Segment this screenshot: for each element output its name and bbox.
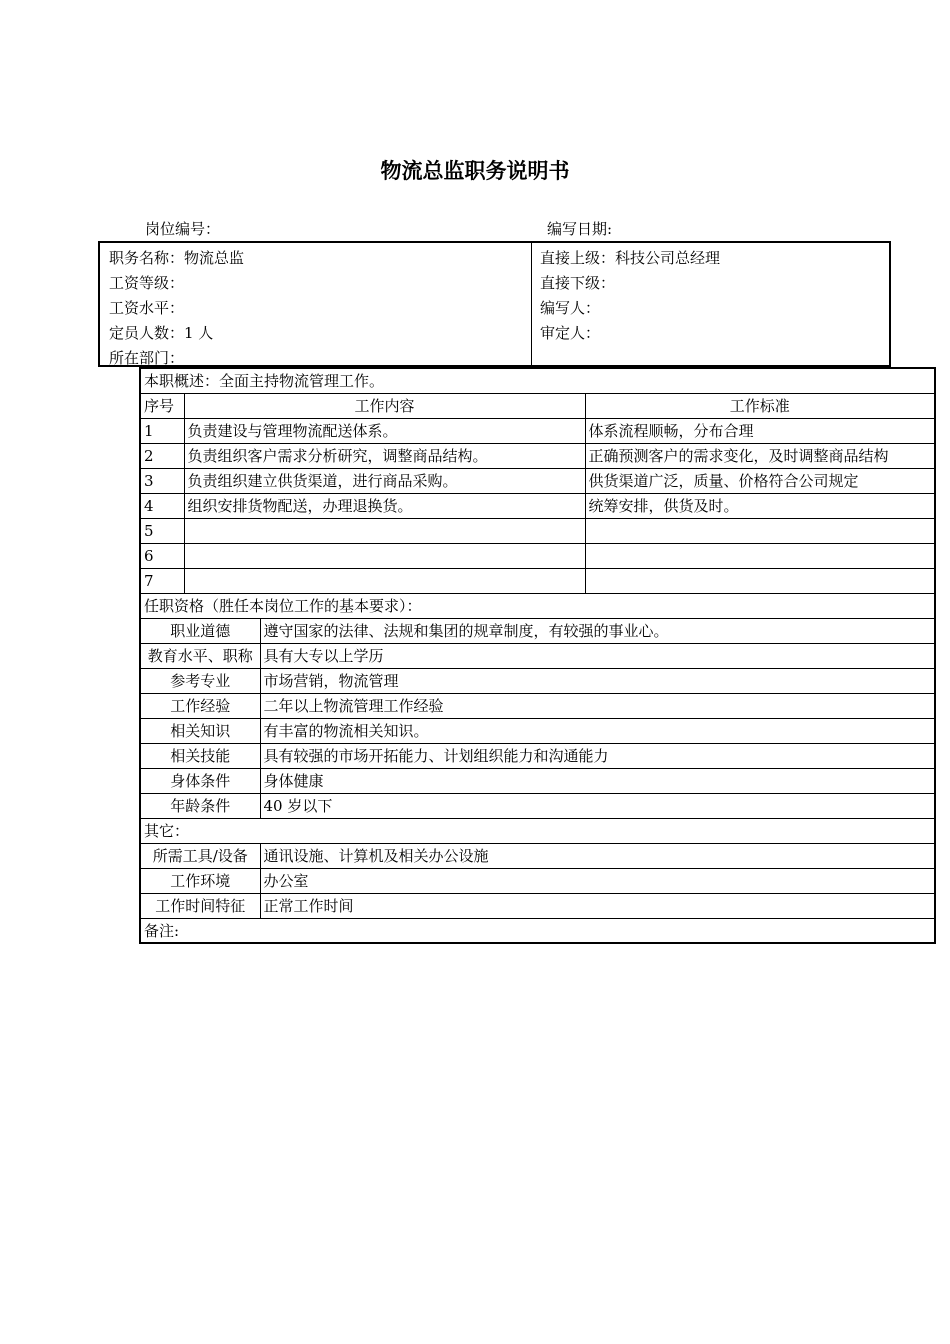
duty-standard-header: 工作标准 [585, 393, 935, 418]
duty-content [184, 543, 585, 568]
duty-no-header: 序号 [140, 393, 184, 418]
remarks-row [140, 918, 935, 943]
duty-content [184, 518, 585, 543]
other-title-row [140, 818, 935, 843]
other-row [140, 843, 935, 868]
duty-standard: 统筹安排，供货及时。 [585, 493, 935, 518]
duty-content [184, 568, 585, 593]
page-title: 物流总监职务说明书 [380, 159, 570, 183]
duty-row [140, 418, 935, 443]
other-label: 所需工具/设备 [140, 843, 260, 868]
duty-content: 组织安排货物配送，办理退换货。 [184, 493, 585, 518]
salary-grade-field: 工资等级： [109, 274, 185, 292]
other-label: 工作时间特征 [140, 893, 260, 918]
duty-row [140, 543, 935, 568]
qualification-label: 相关技能 [140, 743, 260, 768]
qualification-row [140, 768, 935, 793]
qualification-label: 相关知识 [140, 718, 260, 743]
duty-standard [585, 568, 935, 593]
duty-no: 7 [140, 568, 184, 593]
duty-standard [585, 518, 935, 543]
salary-level-field: 工资水平： [109, 299, 185, 317]
other-value: 通讯设施、计算机及相关办公设施 [260, 843, 935, 868]
qualification-label: 年龄条件 [140, 793, 260, 818]
header-info-box [98, 241, 891, 367]
qualification-row [140, 643, 935, 668]
qualification-value: 市场营销，物流管理 [260, 668, 935, 693]
duty-row [140, 468, 935, 493]
other-value: 办公室 [260, 868, 935, 893]
qualifications-title-row [140, 593, 935, 618]
duty-content: 负责建设与管理物流配送体系。 [184, 418, 585, 443]
summary-row [140, 368, 935, 393]
qualification-label: 职业道德 [140, 618, 260, 643]
qualification-value: 二年以上物流管理工作经验 [260, 693, 935, 718]
duty-row [140, 568, 935, 593]
headcount-field: 定员人数：1 人 [109, 324, 214, 342]
other-row [140, 893, 935, 918]
duty-content: 负责组织客户需求分析研究，调整商品结构。 [184, 443, 585, 468]
qualification-row [140, 718, 935, 743]
other-row [140, 868, 935, 893]
department-field: 所在部门： [109, 349, 185, 367]
qualification-label: 参考专业 [140, 668, 260, 693]
duty-standard: 正确预测客户的需求变化，及时调整商品结构 [585, 443, 935, 468]
qualification-value: 遵守国家的法律、法规和集团的规章制度，有较强的事业心。 [260, 618, 935, 643]
job-title-field: 职务名称：物流总监 [109, 249, 245, 267]
qualification-row [140, 668, 935, 693]
duty-no: 4 [140, 493, 184, 518]
qualification-value: 有丰富的物流相关知识。 [260, 718, 935, 743]
duty-content: 负责组织建立供货渠道，进行商品采购。 [184, 468, 585, 493]
qualification-value: 具有大专以上学历 [260, 643, 935, 668]
duty-standard [585, 543, 935, 568]
author-field: 编写人： [540, 299, 601, 317]
qualification-row [140, 743, 935, 768]
qualification-label: 教育水平、职称 [140, 643, 260, 668]
qualification-label: 身体条件 [140, 768, 260, 793]
duties-header-row [140, 393, 935, 418]
approver-field: 审定人： [540, 324, 601, 342]
date-written-label: 编写日期: [547, 220, 613, 238]
header-left-column [109, 246, 244, 371]
duty-no: 3 [140, 468, 184, 493]
duty-standard: 体系流程顺畅，分布合理 [585, 418, 935, 443]
duty-no: 5 [140, 518, 184, 543]
qualification-value: 40 岁以下 [260, 793, 935, 818]
position-code-label: 岗位编号： [145, 220, 221, 238]
job-description-table [139, 367, 936, 944]
duty-row [140, 518, 935, 543]
duty-no: 6 [140, 543, 184, 568]
qualifications-title: 任职资格（胜任本岗位工作的基本要求）： [140, 593, 935, 618]
duty-standard: 供货渠道广泛，质量、价格符合公司规定 [585, 468, 935, 493]
direct-superior-field: 直接上级：科技公司总经理 [540, 249, 721, 267]
duty-row [140, 443, 935, 468]
direct-subordinate-field: 直接下级： [540, 274, 616, 292]
qualification-value: 身体健康 [260, 768, 935, 793]
duty-no: 2 [140, 443, 184, 468]
remarks-cell: 备注: [140, 918, 935, 943]
qualification-row [140, 793, 935, 818]
duty-content-header: 工作内容 [184, 393, 585, 418]
header-right-column [540, 246, 720, 346]
other-label: 工作环境 [140, 868, 260, 893]
qualification-value: 具有较强的市场开拓能力、计划组织能力和沟通能力 [260, 743, 935, 768]
qualification-row [140, 618, 935, 643]
header-divider [531, 243, 532, 365]
qualification-label: 工作经验 [140, 693, 260, 718]
summary-cell: 本职概述：全面主持物流管理工作。 [140, 368, 935, 393]
duty-row [140, 493, 935, 518]
qualification-row [140, 693, 935, 718]
other-value: 正常工作时间 [260, 893, 935, 918]
other-title: 其它： [140, 818, 935, 843]
duty-no: 1 [140, 418, 184, 443]
